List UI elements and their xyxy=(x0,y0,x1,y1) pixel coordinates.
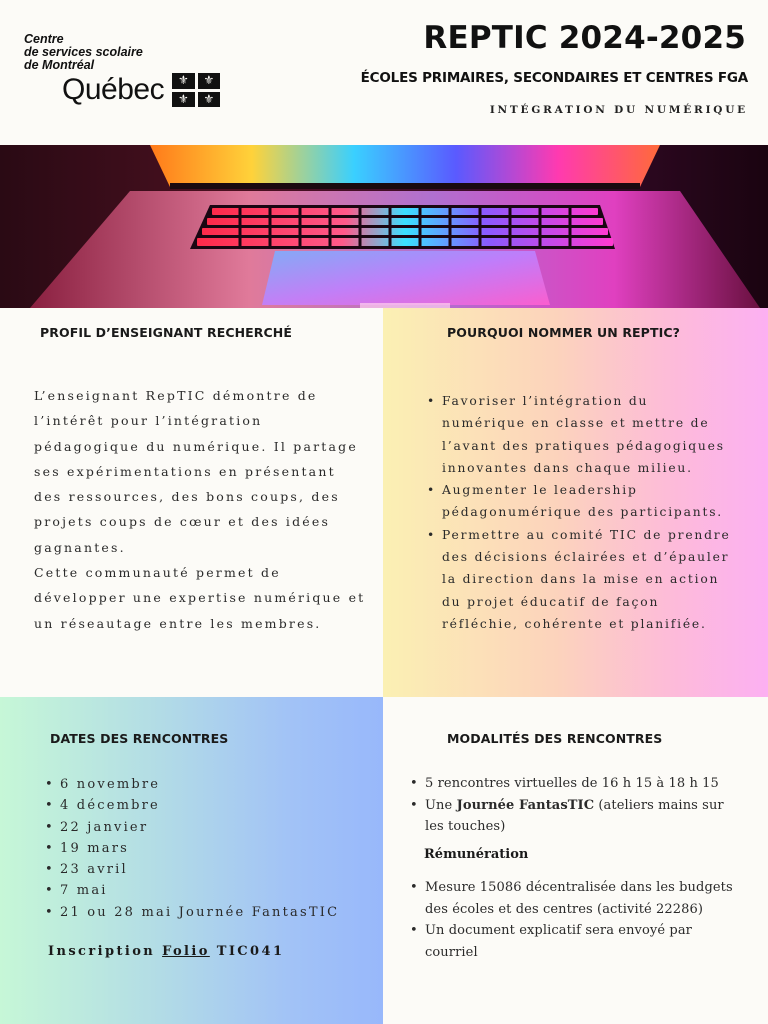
pourquoi-heading: POURQUOI NOMMER UN REPTIC? xyxy=(447,325,680,340)
laptop-icon xyxy=(0,145,768,308)
list-item: • Un document explicatif sera envoyé par courriel xyxy=(410,920,760,963)
list-item: • 4 décembre xyxy=(45,795,375,816)
list-item: • Permettre au comité TIC de prendre des décisions éclairées et d’épauler la direction dans la mise en action du projet éducatif de façon réfléchie, cohérente et planifiée. xyxy=(427,524,757,635)
pourquoi-list xyxy=(427,390,757,635)
page-subtitle: ÉCOLES PRIMAIRES, SECONDAIRES ET CENTRES FGA xyxy=(360,70,748,86)
list-item: • 22 janvier xyxy=(45,817,375,838)
list-item: • Mesure 15086 décentralisée dans les budgets des écoles et des centres (activité 22286) xyxy=(410,877,760,920)
profil-heading: PROFIL D’ENSEIGNANT RECHERCHÉ xyxy=(40,325,293,340)
list-item: • 7 mai xyxy=(45,880,375,901)
css-montreal-quebec-logo xyxy=(24,33,234,113)
dates-heading: DATES DES RENCONTRES xyxy=(50,731,229,746)
list-item: • 21 ou 28 mai Journée FantasTIC xyxy=(45,902,375,923)
modalites-list xyxy=(410,773,760,838)
modalites-heading: MODALITÉS DES RENCONTRES xyxy=(447,731,663,746)
folio-link[interactable]: Folio xyxy=(162,944,210,959)
logo-organization-name: Centre de services scolaire de Montréal xyxy=(24,32,143,72)
page-title: REPTIC 2024-2025 xyxy=(423,20,746,56)
inscription-line: Inscription Folio TIC041 xyxy=(48,944,285,959)
list-item: • 5 rencontres virtuelles de 16 h 15 à 18 h 15 xyxy=(410,773,760,795)
list-item: • Favoriser l’intégration du numérique en classe et mettre de l’avant des pratiques pédagogiques innovantes dans chaque milieu. xyxy=(427,390,757,479)
profil-paragraph: L’enseignant RepTIC démontre de l’intérêt pour l’intégration pédagogique du numérique. Il partage ses expérimentations en présentant des ressources, des bons coups, des projets coups de cœur et des idées gagnantes. Cette communauté permet de développer une expertise numérique et un réseautage entre les membres. xyxy=(34,388,366,631)
page-tagline: INTÉGRATION DU NUMÉRIQUE xyxy=(489,104,748,116)
list-item: • Une Journée FantasTIC (ateliers mains sur les touches) xyxy=(410,795,760,838)
list-item: • 6 novembre xyxy=(45,774,375,795)
remuneration-list xyxy=(410,877,760,963)
remuneration-heading: Rémunération xyxy=(424,847,529,862)
laptop-keyboard-image xyxy=(0,145,768,308)
logo-wordmark: Québec xyxy=(62,73,165,106)
header xyxy=(0,0,768,145)
list-item: • Augmenter le leadership pédagonumérique des participants. xyxy=(427,479,757,524)
list-item: • 19 mars xyxy=(45,838,375,859)
quebec-flag-icon xyxy=(172,73,220,107)
list-item: • 23 avril xyxy=(45,859,375,880)
dates-list xyxy=(45,774,375,923)
